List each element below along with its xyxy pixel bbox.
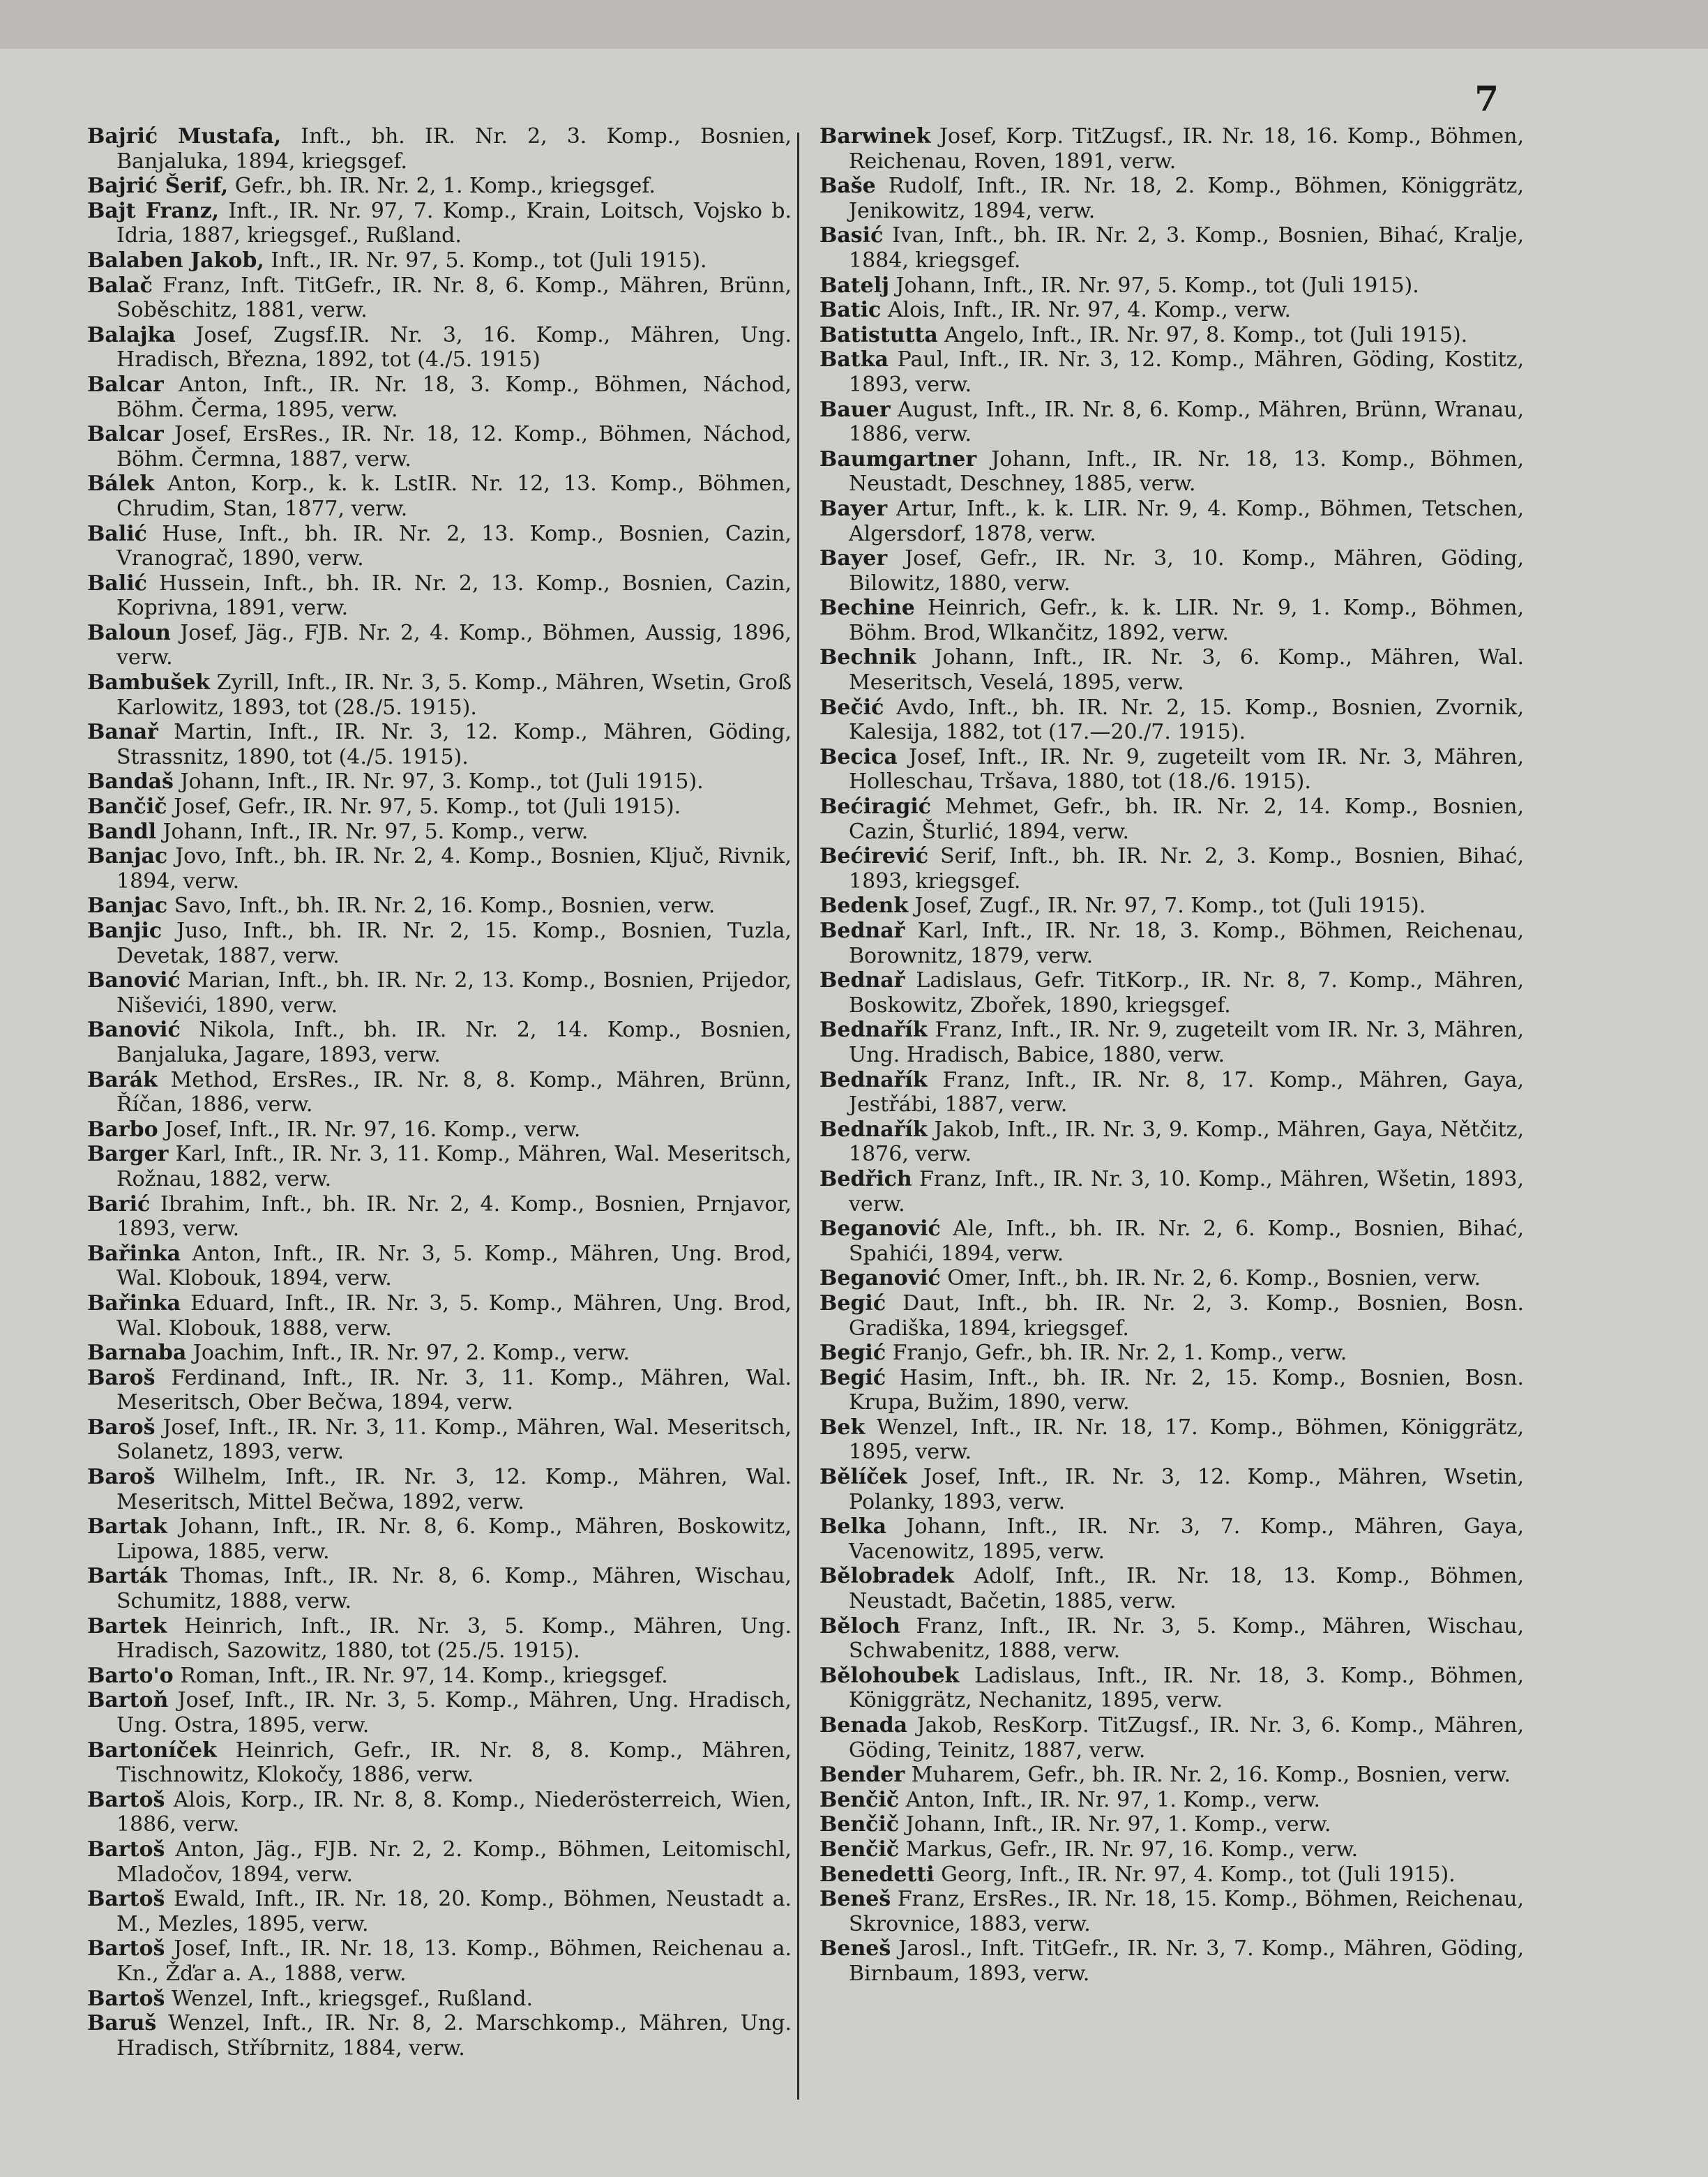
- casualty-entry: [87, 1341, 792, 1366]
- entry-details: Anton, Inft., IR. Nr. 3, 5. Komp., Mähren, Ung. Brod, Wal. Klobouk, 1894, verw.: [116, 1241, 792, 1291]
- entry-surname: Bartoň: [87, 1688, 169, 1713]
- entry-details: Josef, Inft., IR. Nr. 3, 11. Komp., Mähren, Wal. Meseritsch, Solanetz, 1893, verw.: [116, 1415, 792, 1465]
- entry-details: Paul, Inft., IR. Nr. 3, 12. Komp., Mähren, Göding, Kostitz, 1893, verw.: [849, 347, 1524, 397]
- entry-details: Inft., IR. Nr. 97, 5. Komp., tot (Juli 1915).: [264, 248, 707, 273]
- entry-surname: Bednařík: [819, 1067, 928, 1092]
- entry-surname: Batic: [819, 298, 882, 323]
- casualty-entry: [819, 174, 1524, 223]
- entry-surname: Bařinka: [87, 1241, 181, 1266]
- casualty-entry: [87, 794, 792, 820]
- entry-details: Franjo, Gefr., bh. IR. Nr. 2, 1. Komp., verw.: [886, 1341, 1347, 1366]
- casualty-entry: [819, 1117, 1524, 1167]
- entry-details: Franz, Inft., IR. Nr. 3, 10. Komp., Mähren, Wšetin, 1893, verw.: [849, 1166, 1524, 1216]
- casualty-entry: [819, 1763, 1524, 1788]
- casualty-entry: [819, 1266, 1524, 1291]
- casualty-entry: [819, 1664, 1524, 1713]
- casualty-entry: [87, 174, 792, 199]
- entry-surname: Begić: [819, 1365, 886, 1390]
- entry-details: Ale, Inft., bh. IR. Nr. 2, 6. Komp., Bosnien, Bihać, Spahići, 1894, verw.: [849, 1216, 1524, 1266]
- casualty-entry: [87, 968, 792, 1018]
- casualty-entry: [819, 1167, 1524, 1216]
- casualty-entry: [819, 1366, 1524, 1415]
- casualty-entry: [819, 844, 1524, 894]
- entry-surname: Bartoš: [87, 1837, 165, 1862]
- casualty-entry: [819, 124, 1524, 174]
- casualty-entry: [87, 720, 792, 769]
- entry-details: Jakob, Inft., IR. Nr. 3, 9. Komp., Mähren, Gaya, Nětčitz, 1876, verw.: [849, 1117, 1524, 1167]
- entry-details: Ibrahim, Inft., bh. IR. Nr. 2, 4. Komp., Bosnien, Prnjavor, 1893, verw.: [116, 1191, 792, 1242]
- entry-surname: Bělohoubek: [819, 1663, 960, 1688]
- casualty-entry: [819, 1862, 1524, 1888]
- casualty-entry: [87, 1415, 792, 1465]
- casualty-entry: [87, 1738, 792, 1788]
- entry-surname: Bělobradek: [819, 1564, 954, 1589]
- entry-details: Artur, Inft., k. k. LIR. Nr. 9, 4. Komp., Böhmen, Tetschen, Algersdorf, 1878, verw.: [849, 496, 1524, 546]
- casualty-entry: [87, 1887, 792, 1936]
- entry-details: Franz, ErsRes., IR. Nr. 18, 15. Komp., Böhmen, Reichenau, Skrovnice, 1883, verw.: [849, 1887, 1524, 1936]
- casualty-entry: [819, 223, 1524, 273]
- entry-surname: Bedenk: [819, 894, 909, 919]
- entry-details: Wenzel, Inft., IR. Nr. 18, 17. Komp., Böhmen, Königgrätz, 1895, verw.: [849, 1415, 1524, 1465]
- entry-surname: Bechnik: [819, 645, 916, 670]
- entry-surname: Bambušek: [87, 670, 211, 695]
- entry-details: Johann, Inft., IR. Nr. 97, 1. Komp., verw.: [899, 1812, 1331, 1837]
- entry-details: Adolf, Inft., IR. Nr. 18, 13. Komp., Böhmen, Neustadt, Bačetin, 1885, verw.: [849, 1564, 1524, 1614]
- entry-surname: Baroš: [87, 1365, 156, 1390]
- entry-surname: Banović: [87, 968, 181, 993]
- casualty-entry: [87, 1117, 792, 1143]
- entry-details: Alois, Inft., IR. Nr. 97, 4. Komp., verw.: [881, 298, 1292, 323]
- casualty-entry: [819, 1564, 1524, 1613]
- entry-details: Marian, Inft., bh. IR. Nr. 2, 13. Komp., Bosnien, Prijedor, Niševići, 1890, verw.: [116, 968, 792, 1018]
- casualty-entry: [819, 894, 1524, 919]
- entry-details: Ivan, Inft., bh. IR. Nr. 2, 3. Komp., Bosnien, Bihać, Kralje, 1884, kriegsgef.: [849, 223, 1524, 273]
- casualty-entry: [819, 1887, 1524, 1936]
- entry-surname: Bayer: [819, 496, 888, 521]
- casualty-entry: [819, 1614, 1524, 1664]
- entry-surname: Beganović: [819, 1216, 941, 1242]
- casualty-entry: [87, 199, 792, 248]
- casualty-entry: [819, 1341, 1524, 1366]
- casualty-entry: [87, 522, 792, 571]
- casualty-entry: [819, 1216, 1524, 1266]
- scan-edge: [0, 0, 1708, 49]
- casualty-entry: [87, 1788, 792, 1837]
- entry-details: Josef, Korp. TitZugsf., IR. Nr. 18, 16. Komp., Böhmen, Reichenau, Roven, 1891, verw.: [849, 124, 1524, 174]
- casualty-entry: [819, 596, 1524, 645]
- entry-details: Huse, Inft., bh. IR. Nr. 2, 13. Komp., Bosnien, Cazin, Vranograč, 1890, verw.: [116, 521, 792, 571]
- entry-surname: Balić: [87, 521, 147, 546]
- entry-surname: Banović: [87, 1018, 181, 1043]
- entry-surname: Bartoš: [87, 1887, 165, 1912]
- casualty-entry: [87, 1514, 792, 1564]
- casualty-entry: [87, 1664, 792, 1689]
- entry-details: Jovo, Inft., bh. IR. Nr. 2, 4. Komp., Bosnien, Ključ, Rivnik, 1894, verw.: [116, 844, 792, 894]
- entry-surname: Barger: [87, 1142, 169, 1167]
- casualty-entry: [819, 398, 1524, 447]
- entry-details: Anton, Inft., IR. Nr. 18, 3. Komp., Böhmen, Náchod, Böhm. Čerma, 1895, verw.: [116, 372, 792, 422]
- entry-surname: Belka: [819, 1514, 887, 1539]
- casualty-entry: [819, 546, 1524, 596]
- casualty-entry: [819, 447, 1524, 497]
- casualty-entry: [87, 273, 792, 323]
- entry-details: Wenzel, Inft., kriegsgef., Rußland.: [165, 1986, 534, 2011]
- casualty-entry: [87, 2011, 792, 2061]
- casualty-entry: [87, 1242, 792, 1291]
- entry-surname: Barto'o: [87, 1663, 174, 1688]
- entry-surname: Banař: [87, 720, 158, 745]
- entry-surname: Balcar: [87, 372, 164, 397]
- entry-surname: Baloun: [87, 620, 171, 645]
- casualty-entry: [819, 745, 1524, 794]
- entry-surname: Bauer: [819, 397, 891, 422]
- entry-details: Franz, Inft. TitGefr., IR. Nr. 8, 6. Komp., Mähren, Brünn, Soběschitz, 1881, verw.: [116, 273, 792, 323]
- entry-details: Anton, Jäg., FJB. Nr. 2, 2. Komp., Böhmen, Leitomischl, Mladočov, 1894, verw.: [116, 1837, 792, 1887]
- entry-details: Ewald, Inft., IR. Nr. 18, 20. Komp., Böhmen, Neustadt a. M., Mezles, 1895, verw.: [116, 1887, 792, 1936]
- casualty-entry: [819, 968, 1524, 1018]
- casualty-entry: [87, 1366, 792, 1415]
- casualty-entry: [87, 571, 792, 621]
- entry-surname: Batelj: [819, 273, 889, 298]
- entry-details: Johann, Inft., IR. Nr. 8, 6. Komp., Mähren, Boskowitz, Lipowa, 1885, verw.: [116, 1514, 792, 1564]
- entry-details: Wilhelm, Inft., IR. Nr. 3, 12. Komp., Mähren, Wal. Meseritsch, Mittel Bečwa, 1892, verw.: [116, 1465, 792, 1514]
- entry-details: Josef, Inft., IR. Nr. 9, zugeteilt vom IR. Nr. 3, Mähren, Holleschau, Tršava, 1880, tot (18./6. 1915).: [849, 744, 1524, 794]
- entry-details: Josef, Jäg., FJB. Nr. 2, 4. Komp., Böhmen, Aussig, 1896, verw.: [116, 620, 792, 670]
- casualty-entry: [819, 1068, 1524, 1117]
- casualty-entry: [87, 844, 792, 894]
- entry-details: Eduard, Inft., IR. Nr. 3, 5. Komp., Mähren, Ung. Brod, Wal. Klobouk, 1888, verw.: [116, 1290, 792, 1341]
- left-column: [87, 124, 792, 2061]
- entry-surname: Batistutta: [819, 322, 938, 347]
- entry-details: Josef, Zugf., IR. Nr. 97, 7. Komp., tot (Juli 1915).: [908, 894, 1426, 919]
- entry-surname: Bařinka: [87, 1290, 181, 1316]
- casualty-entry: [87, 1936, 792, 1986]
- entry-details: Franz, Inft., IR. Nr. 3, 5. Komp., Mähren, Wischau, Schwabenitz, 1888, verw.: [849, 1613, 1524, 1664]
- casualty-entry: [87, 372, 792, 422]
- entry-details: Karl, Inft., IR. Nr. 3, 11. Komp., Mähren, Wal. Meseritsch, Rožnau, 1882, verw.: [116, 1142, 792, 1191]
- entry-surname: Bartak: [87, 1514, 167, 1539]
- entry-details: Inft., bh. IR. Nr. 2, 3. Komp., Bosnien, Banjaluka, 1894, kriegsgef.: [116, 124, 792, 174]
- casualty-entry: [87, 769, 792, 794]
- entry-surname: Bartoníček: [87, 1738, 217, 1763]
- casualty-entry: [819, 794, 1524, 844]
- casualty-entry: [819, 1812, 1524, 1837]
- entry-surname: Baumgartner: [819, 446, 977, 472]
- entry-details: Ladislaus, Inft., IR. Nr. 18, 3. Komp., Böhmen, Königgrätz, Nechanitz, 1895, verw.: [849, 1663, 1524, 1713]
- entry-surname: Bečić: [819, 695, 884, 720]
- casualty-entry: [819, 1018, 1524, 1067]
- entry-details: Josef, ErsRes., IR. Nr. 18, 12. Komp., Böhmen, Náchod, Böhm. Čermna, 1887, verw.: [116, 422, 792, 472]
- entry-surname: Barák: [87, 1067, 158, 1092]
- entry-surname: Barić: [87, 1191, 151, 1216]
- entry-details: Heinrich, Gefr., IR. Nr. 8, 8. Komp., Mähren, Tischnowitz, Klokočy, 1886, verw.: [116, 1738, 792, 1788]
- entry-details: Georg, Inft., IR. Nr. 97, 4. Komp., tot (Juli 1915).: [934, 1862, 1456, 1887]
- casualty-entry: [87, 1018, 792, 1067]
- casualty-entry: [87, 820, 792, 845]
- entry-details: Heinrich, Inft., IR. Nr. 3, 5. Komp., Mähren, Ung. Hradisch, Sazowitz, 1880, tot (25./5. 1915).: [116, 1613, 792, 1664]
- entry-surname: Benčič: [819, 1787, 900, 1812]
- entry-surname: Bednařík: [819, 1117, 928, 1142]
- entry-surname: Beneš: [819, 1936, 891, 1961]
- entry-surname: Bedřich: [819, 1166, 912, 1191]
- entry-details: Johann, Inft., IR. Nr. 18, 13. Komp., Böhmen, Neustadt, Deschney, 1885, verw.: [849, 446, 1524, 497]
- entry-details: August, Inft., IR. Nr. 8, 6. Komp., Mähren, Brünn, Wranau, 1886, verw.: [849, 397, 1524, 447]
- entry-surname: Begić: [819, 1290, 886, 1316]
- column-divider: [797, 133, 799, 2100]
- entry-surname: Bek: [819, 1415, 866, 1440]
- entry-details: Anton, Inft., IR. Nr. 97, 1. Komp., verw.: [899, 1787, 1321, 1812]
- casualty-entry: [819, 298, 1524, 323]
- casualty-entry: [87, 472, 792, 521]
- casualty-entry: [819, 1837, 1524, 1862]
- entry-details: Johann, Inft., IR. Nr. 97, 3. Komp., tot (Juli 1915).: [173, 769, 704, 794]
- entry-details: Muharem, Gefr., bh. IR. Nr. 2, 16. Komp., Bosnien, verw.: [905, 1763, 1511, 1788]
- right-column: [819, 124, 1524, 1987]
- entry-surname: Baroš: [87, 1465, 156, 1490]
- entry-surname: Bálek: [87, 472, 155, 497]
- casualty-entry: [87, 1987, 792, 2012]
- entry-details: Josef, Zugsf.IR. Nr. 3, 16. Komp., Mähren, Ung. Hradisch, Března, 1892, tot (4./5. 1915): [116, 322, 792, 372]
- casualty-entry: [819, 645, 1524, 695]
- entry-surname: Bělíček: [819, 1465, 907, 1490]
- entry-details: Thomas, Inft., IR. Nr. 8, 6. Komp., Mähren, Wischau, Schumitz, 1888, verw.: [116, 1564, 792, 1614]
- entry-surname: Bajt Franz,: [87, 198, 220, 223]
- entry-surname: Balcar: [87, 422, 164, 447]
- casualty-entry: [819, 1415, 1524, 1465]
- entry-surname: Benčič: [819, 1812, 900, 1837]
- entry-surname: Bandl: [87, 819, 156, 844]
- entry-details: Johann, Inft., IR. Nr. 3, 6. Komp., Mähren, Wal. Meseritsch, Veselá, 1895, verw.: [849, 645, 1524, 695]
- casualty-entry: [87, 1068, 792, 1117]
- entry-details: Hussein, Inft., bh. IR. Nr. 2, 13. Komp., Bosnien, Cazin, Koprivna, 1891, verw.: [116, 571, 792, 621]
- casualty-entry: [87, 248, 792, 273]
- entry-surname: Begić: [819, 1341, 886, 1366]
- casualty-entry: [87, 1837, 792, 1887]
- entry-surname: Bećirević: [819, 844, 929, 869]
- entry-surname: Batka: [819, 347, 889, 372]
- casualty-entry: [819, 347, 1524, 397]
- entry-surname: Basić: [819, 223, 884, 248]
- entry-surname: Banjac: [87, 844, 168, 869]
- entry-surname: Bartoš: [87, 1986, 165, 2011]
- casualty-entry: [819, 1788, 1524, 1813]
- entry-surname: Baše: [819, 174, 876, 199]
- entry-surname: Bančič: [87, 794, 167, 820]
- entry-details: Josef, Inft., IR. Nr. 3, 5. Komp., Mähren, Ung. Hradisch, Ung. Ostra, 1895, verw.: [116, 1688, 792, 1738]
- entry-details: Josef, Gefr., IR. Nr. 97, 5. Komp., tot (Juli 1915).: [167, 794, 681, 820]
- entry-surname: Barnaba: [87, 1341, 187, 1366]
- casualty-entry: [87, 422, 792, 472]
- entry-surname: Bartoš: [87, 1936, 165, 1961]
- casualty-entry: [87, 1465, 792, 1514]
- entry-details: Mehmet, Gefr., bh. IR. Nr. 2, 14. Komp., Bosnien, Cazin, Šturlić, 1894, verw.: [849, 794, 1524, 844]
- entry-details: Juso, Inft., bh. IR. Nr. 2, 15. Komp., Bosnien, Tuzla, Devetak, 1887, verw.: [116, 919, 792, 968]
- entry-details: Ferdinand, Inft., IR. Nr. 3, 11. Komp., Mähren, Wal. Meseritsch, Ober Bečwa, 1894, verw.: [116, 1365, 792, 1415]
- casualty-entry: [819, 497, 1524, 546]
- entry-details: Josef, Gefr., IR. Nr. 3, 10. Komp., Mähren, Göding, Bilowitz, 1880, verw.: [849, 546, 1524, 596]
- casualty-entry: [87, 323, 792, 372]
- entry-surname: Barbo: [87, 1117, 158, 1142]
- entry-surname: Běloch: [819, 1613, 900, 1639]
- casualty-entry: [87, 124, 792, 174]
- entry-details: Heinrich, Gefr., k. k. LIR. Nr. 9, 1. Komp., Böhmen, Böhm. Brod, Wlkančitz, 1892, verw.: [849, 596, 1524, 645]
- entry-details: Karl, Inft., IR. Nr. 18, 3. Komp., Böhmen, Reichenau, Borownitz, 1879, verw.: [849, 919, 1524, 968]
- casualty-entry: [87, 1614, 792, 1664]
- entry-details: Omer, Inft., bh. IR. Nr. 2, 6. Komp., Bosnien, verw.: [940, 1266, 1481, 1291]
- entry-surname: Bednař: [819, 968, 905, 993]
- casualty-entry: [87, 1291, 792, 1341]
- entry-details: Zyrill, Inft., IR. Nr. 3, 5. Komp., Mähren, Wsetin, Groß Karlowitz, 1893, tot (28./5. 1915).: [116, 670, 792, 720]
- entry-details: Josef, Inft., IR. Nr. 97, 16. Komp., verw.: [158, 1117, 581, 1142]
- entry-surname: Balaben Jakob,: [87, 248, 264, 273]
- entry-surname: Barták: [87, 1564, 167, 1589]
- casualty-entry: [87, 1192, 792, 1242]
- casualty-entry: [819, 1936, 1524, 1986]
- entry-details: Josef, Inft., IR. Nr. 3, 12. Komp., Mähren, Wsetin, Polanky, 1893, verw.: [849, 1465, 1524, 1514]
- entry-surname: Bajrić Šerif,: [87, 174, 229, 199]
- entry-details: Rudolf, Inft., IR. Nr. 18, 2. Komp., Böhmen, Königgrätz, Jenikowitz, 1894, verw.: [849, 174, 1524, 223]
- casualty-entry: [819, 1713, 1524, 1763]
- casualty-entry: [87, 1142, 792, 1191]
- entry-details: Wenzel, Inft., IR. Nr. 8, 2. Marschkomp., Mähren, Ung. Hradisch, Stříbrnitz, 1884, verw.: [116, 2011, 792, 2061]
- entry-surname: Barwinek: [819, 124, 931, 149]
- entry-details: Anton, Korp., k. k. LstIR. Nr. 12, 13. Komp., Böhmen, Chrudim, Stan, 1877, verw.: [116, 472, 792, 521]
- entry-surname: Banjac: [87, 894, 168, 919]
- entry-details: Avdo, Inft., bh. IR. Nr. 2, 15. Komp., Bosnien, Zvornik, Kalesija, 1882, tot (17.—20./7. 1915).: [849, 695, 1524, 745]
- casualty-entry: [87, 1688, 792, 1738]
- entry-surname: Benada: [819, 1713, 908, 1738]
- entry-surname: Beneš: [819, 1887, 891, 1912]
- entry-details: Serif, Inft., bh. IR. Nr. 2, 3. Komp., Bosnien, Bihać, 1893, kriegsgef.: [849, 844, 1524, 894]
- entry-details: Jarosl., Inft. TitGefr., IR. Nr. 3, 7. Komp., Mähren, Göding, Birnbaum, 1893, verw.: [849, 1936, 1524, 1986]
- page-number: 7: [1474, 78, 1499, 119]
- entry-details: Ladislaus, Gefr. TitKorp., IR. Nr. 8, 7. Komp., Mähren, Boskowitz, Zbořek, 1890, kriegsgef.: [849, 968, 1524, 1018]
- entry-details: Nikola, Inft., bh. IR. Nr. 2, 14. Komp., Bosnien, Banjaluka, Jagare, 1893, verw.: [116, 1018, 792, 1067]
- entry-details: Johann, Inft., IR. Nr. 97, 5. Komp., verw.: [156, 819, 589, 844]
- entry-details: Savo, Inft., bh. IR. Nr. 2, 16. Komp., Bosnien, verw.: [167, 894, 716, 919]
- entry-details: Johann, Inft., IR. Nr. 3, 7. Komp., Mähren, Gaya, Vacenowitz, 1895, verw.: [849, 1514, 1524, 1564]
- casualty-entry: [819, 919, 1524, 968]
- casualty-entry: [87, 670, 792, 720]
- entry-surname: Benedetti: [819, 1862, 935, 1887]
- entry-surname: Bajrić Mustafa,: [87, 124, 282, 149]
- casualty-entry: [819, 695, 1524, 745]
- entry-details: Angelo, Inft., IR. Nr. 97, 8. Komp., tot (Juli 1915).: [937, 322, 1468, 347]
- casualty-entry: [819, 323, 1524, 348]
- casualty-entry: [87, 621, 792, 670]
- casualty-entry: [819, 273, 1524, 299]
- entry-details: Jakob, ResKorp. TitZugsf., IR. Nr. 3, 6. Komp., Mähren, Göding, Teinitz, 1887, verw.: [849, 1713, 1524, 1763]
- entry-surname: Bednařík: [819, 1018, 928, 1043]
- entry-surname: Balić: [87, 571, 147, 596]
- entry-surname: Bartoš: [87, 1787, 165, 1812]
- entry-surname: Bandaš: [87, 769, 174, 794]
- entry-details: Markus, Gefr., IR. Nr. 97, 16. Komp., verw.: [899, 1837, 1359, 1862]
- entry-details: Daut, Inft., bh. IR. Nr. 2, 3. Komp., Bosnien, Bosn. Gradiška, 1894, kriegsgef.: [849, 1290, 1524, 1341]
- entry-details: Franz, Inft., IR. Nr. 9, zugeteilt vom IR. Nr. 3, Mähren, Ung. Hradisch, Babice, 1880, verw.: [849, 1018, 1524, 1067]
- entry-details: Hasim, Inft., bh. IR. Nr. 2, 15. Komp., Bosnien, Bosn. Krupa, Bužim, 1890, verw.: [849, 1365, 1524, 1415]
- entry-surname: Bećiragić: [819, 794, 931, 820]
- casualty-entry: [819, 1465, 1524, 1514]
- entry-surname: Baroš: [87, 1415, 156, 1440]
- entry-details: Josef, Inft., IR. Nr. 18, 13. Komp., Böhmen, Reichenau a. Kn., Žďar a. A., 1888, verw.: [116, 1936, 792, 1986]
- entry-surname: Bednař: [819, 919, 905, 943]
- casualty-entry: [87, 894, 792, 919]
- entry-details: Gefr., bh. IR. Nr. 2, 1. Komp., kriegsgef.: [228, 174, 656, 199]
- entry-surname: Beganović: [819, 1266, 941, 1291]
- entry-details: Johann, Inft., IR. Nr. 97, 5. Komp., tot (Juli 1915).: [889, 273, 1419, 298]
- casualty-entry: [819, 1291, 1524, 1341]
- entry-surname: Balač: [87, 273, 153, 298]
- entry-details: Method, ErsRes., IR. Nr. 8, 8. Komp., Mähren, Brünn, Říčan, 1886, verw.: [116, 1067, 792, 1117]
- entry-surname: Bayer: [819, 546, 888, 571]
- entry-surname: Baruš: [87, 2011, 157, 2036]
- casualty-entry: [819, 1514, 1524, 1564]
- entry-surname: Balajka: [87, 322, 176, 347]
- entry-surname: Banjic: [87, 919, 163, 943]
- entry-details: Inft., IR. Nr. 97, 7. Komp., Krain, Loitsch, Vojsko b. Idria, 1887, kriegsgef., Rußland.: [116, 198, 792, 248]
- entry-details: Martin, Inft., IR. Nr. 3, 12. Komp., Mähren, Göding, Strassnitz, 1890, tot (4./5. 1915).: [116, 720, 792, 769]
- entry-details: Roman, Inft., IR. Nr. 97, 14. Komp., kriegsgef.: [173, 1663, 668, 1688]
- entry-surname: Bender: [819, 1763, 905, 1788]
- entry-details: Joachim, Inft., IR. Nr. 97, 2. Komp., verw.: [186, 1341, 630, 1366]
- entry-details: Alois, Korp., IR. Nr. 8, 8. Komp., Niederösterreich, Wien, 1886, verw.: [116, 1787, 792, 1837]
- entry-surname: Bechine: [819, 596, 915, 621]
- casualty-entry: [87, 919, 792, 968]
- entry-surname: Benčič: [819, 1837, 900, 1862]
- entry-surname: Becica: [819, 744, 898, 769]
- casualty-entry: [87, 1564, 792, 1613]
- entry-details: Franz, Inft., IR. Nr. 8, 17. Komp., Mähren, Gaya, Jestřábi, 1887, verw.: [849, 1067, 1524, 1117]
- entry-surname: Bartek: [87, 1613, 167, 1639]
